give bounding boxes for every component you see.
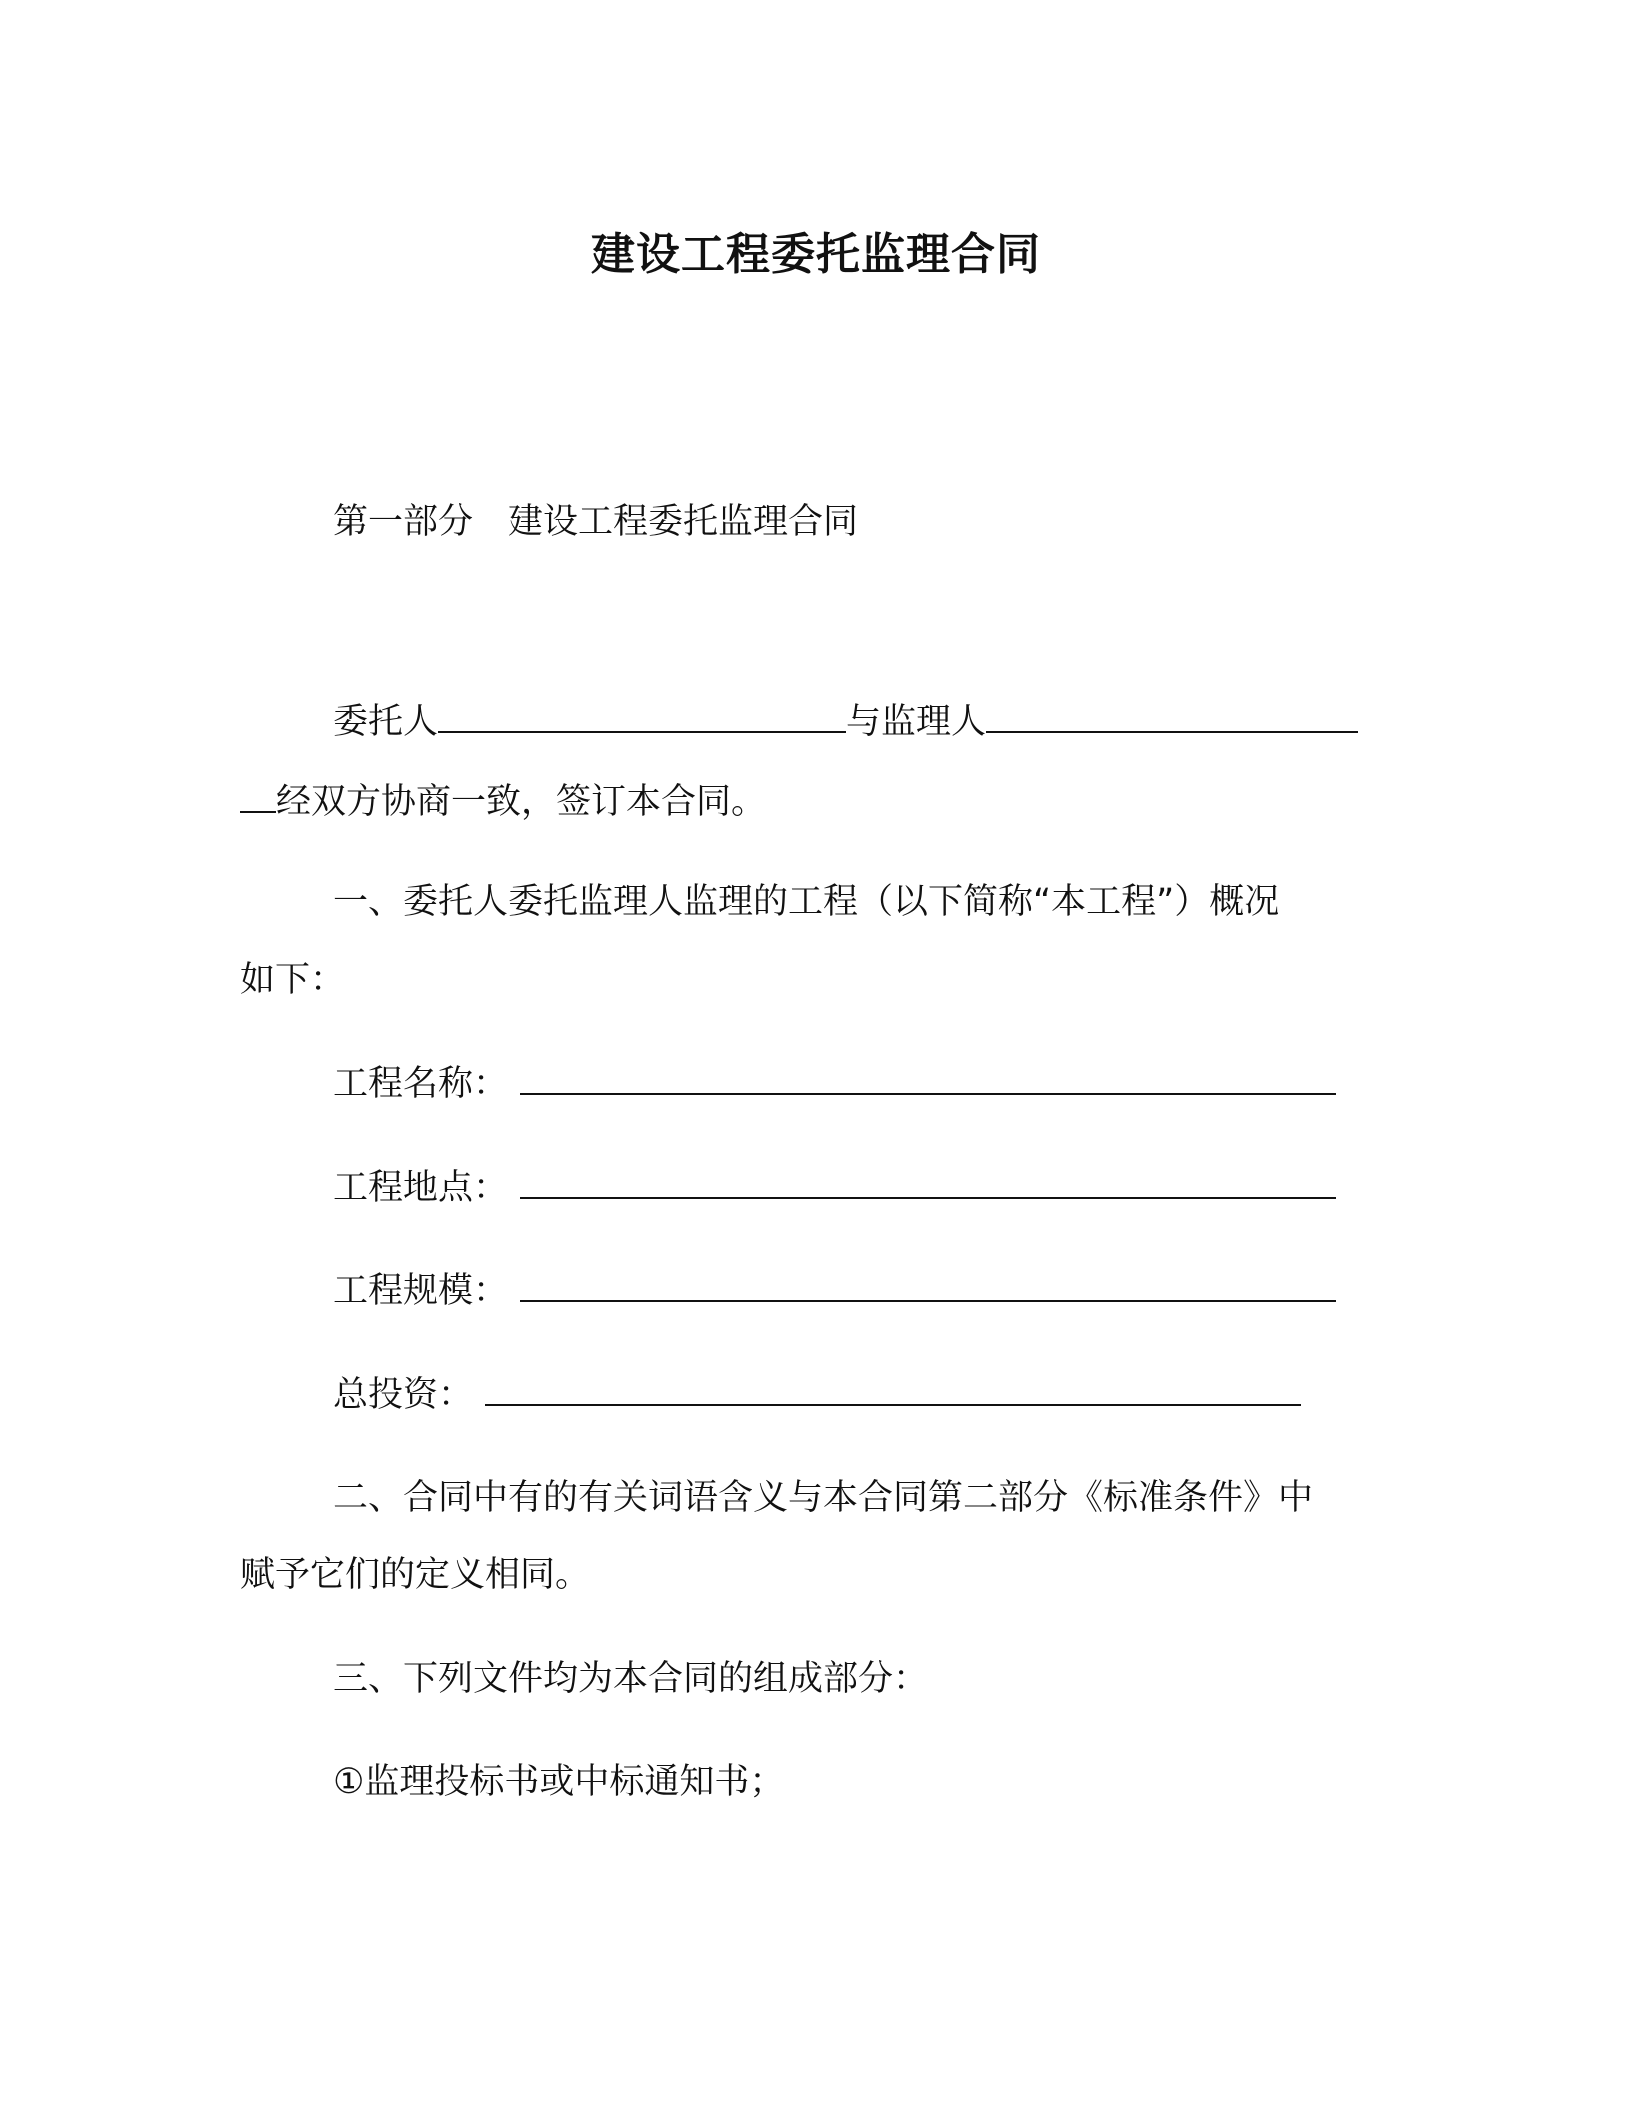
project-location-blank[interactable]: [520, 1167, 1336, 1199]
project-name-label: 工程名称：: [333, 1064, 509, 1104]
supervisor-blank-continued[interactable]: [240, 781, 276, 813]
total-investment-label: 总投资：: [333, 1375, 474, 1415]
clause-3-heading: 三、下列文件均为本合同的组成部分：: [333, 1659, 929, 1699]
total-investment-blank[interactable]: [485, 1374, 1301, 1406]
supervisor-label: 与监理人: [846, 702, 987, 742]
client-label: 委托人: [333, 702, 439, 742]
project-name-blank[interactable]: [520, 1063, 1336, 1095]
project-scale-blank[interactable]: [520, 1270, 1336, 1302]
project-scale-field: [333, 1269, 1336, 1313]
document-title: 建设工程委托监理合同: [591, 229, 1041, 280]
project-location-field: [333, 1166, 1336, 1210]
section-heading: 第一部分 建设工程委托监理合同: [333, 502, 859, 542]
clause-1-line-1: 一、委托人委托监理人监理的工程（以下简称“本工程”）概况: [333, 882, 1280, 922]
project-location-label: 工程地点：: [333, 1168, 509, 1208]
total-investment-field: [333, 1373, 1301, 1417]
intro-line-2: [240, 780, 766, 824]
clause-1-line-2: 如下：: [240, 960, 346, 1000]
clause-2-line-1: 二、合同中有的有关词语含义与本合同第二部分《标准条件》中: [333, 1478, 1314, 1518]
project-name-field: [333, 1062, 1336, 1106]
clause-3-item-1: ①监理投标书或中标通知书；: [333, 1762, 785, 1802]
intro-line-1: [333, 700, 1358, 744]
intro-agreement-text: 经双方协商一致，签订本合同。: [276, 782, 767, 822]
clause-2-line-2: 赋予它们的定义相同。: [240, 1555, 591, 1595]
project-scale-label: 工程规模：: [333, 1271, 509, 1311]
supervisor-blank[interactable]: [986, 701, 1358, 733]
client-blank[interactable]: [438, 701, 846, 733]
